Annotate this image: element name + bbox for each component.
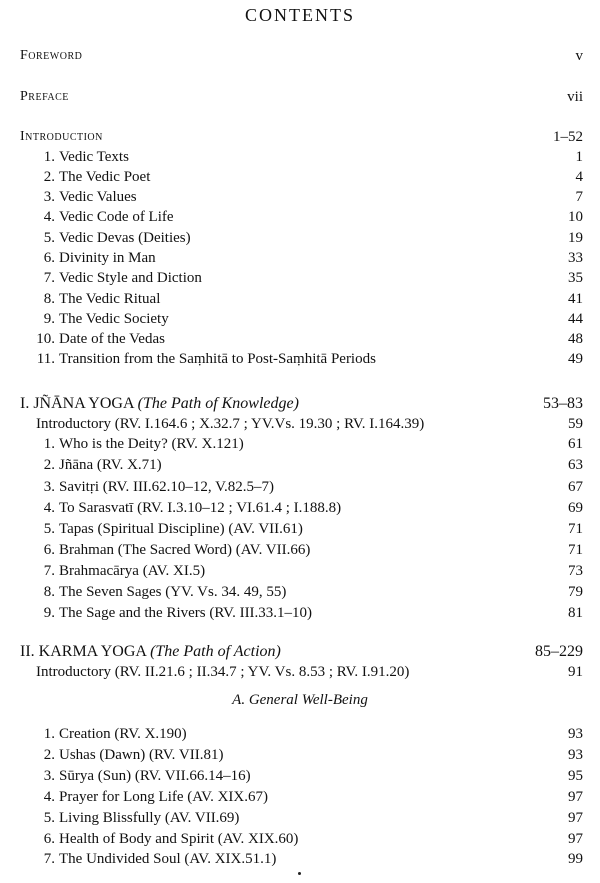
item-number: 1. — [43, 436, 55, 452]
toc-label: Tapas (Spiritual Discipline) (AV. VII.61) — [59, 521, 303, 537]
toc-entry[interactable] — [20, 766, 583, 786]
toc-entry[interactable] — [20, 268, 583, 288]
toc-entry[interactable] — [20, 455, 583, 475]
page-title: CONTENTS — [245, 5, 355, 25]
toc-page: 35 — [568, 270, 583, 286]
toc-part-jnana-yoga[interactable] — [20, 394, 583, 414]
toc-page: 97 — [568, 831, 583, 847]
toc-label: Introduction — [20, 129, 103, 144]
toc-page: 44 — [568, 311, 583, 327]
toc-page: 59 — [568, 416, 583, 432]
item-number: 10. — [36, 331, 55, 347]
toc-label: The Sage and the Rivers (RV. III.33.1–10) — [59, 605, 313, 621]
item-number: 4. — [43, 789, 55, 805]
part-subtitle: (The Path of Knowledge) — [137, 395, 299, 412]
toc-page: 10 — [568, 209, 583, 225]
item-number: 8. — [43, 584, 55, 600]
part-subtitle: (The Path of Action) — [150, 643, 281, 660]
toc-label: Vedic Style and Diction — [59, 270, 202, 286]
toc-entry[interactable] — [20, 603, 583, 623]
toc-label: The Vedic Society — [59, 311, 169, 327]
toc-label: Who is the Deity? (RV. X.121) — [59, 436, 244, 452]
item-number: 7. — [43, 270, 55, 286]
item-number: 3. — [43, 479, 55, 495]
part-heading: I. JÑĀNA YOGA — [20, 395, 134, 412]
toc-page: 69 — [568, 500, 583, 516]
toc-label: Vedic Code of Life — [59, 209, 174, 225]
toc-label: Prayer for Long Life (AV. XIX.67) — [59, 789, 268, 805]
toc-page: 97 — [568, 789, 583, 805]
toc-page: 97 — [568, 810, 583, 826]
toc-entry[interactable] — [20, 147, 583, 167]
toc-entry-introductory[interactable] — [36, 662, 583, 682]
toc-label: Transition from the Saṃhitā to Post-Saṃhitā Periods — [59, 351, 376, 367]
item-number: 1. — [43, 726, 55, 742]
toc-label: Introductory (RV. II.21.6 ; II.34.7 ; YV. Vs. 8.53 ; RV. I.91.20) — [36, 664, 410, 680]
toc-entry[interactable] — [20, 309, 583, 329]
toc-entry[interactable] — [20, 477, 583, 497]
toc-label: To Sarasvatī (RV. I.3.10–12 ; VI.61.4 ; I.188.8) — [59, 500, 342, 516]
item-number: 6. — [43, 831, 55, 847]
toc-entry[interactable] — [20, 519, 583, 539]
toc-page: 53–83 — [543, 395, 583, 412]
item-number: 8. — [43, 291, 55, 307]
item-number: 3. — [43, 768, 55, 784]
toc-page: 4 — [575, 169, 583, 185]
toc-label: The Vedic Ritual — [59, 291, 161, 307]
item-number: 2. — [43, 747, 55, 763]
item-number: 9. — [43, 311, 55, 327]
item-number: 7. — [43, 563, 55, 579]
toc-entry[interactable] — [20, 289, 583, 309]
toc-entry[interactable] — [20, 187, 583, 207]
toc-entry[interactable] — [20, 829, 583, 849]
toc-page: 71 — [568, 542, 583, 558]
item-number: 2. — [43, 169, 55, 185]
toc-page: 33 — [568, 250, 583, 266]
toc-page: 63 — [568, 457, 583, 473]
toc-entry[interactable] — [20, 329, 583, 349]
item-number: 4. — [43, 209, 55, 225]
toc-label: Brahmacārya (AV. XI.5) — [59, 563, 206, 579]
toc-entry[interactable] — [20, 434, 583, 454]
item-number: 11. — [36, 351, 55, 367]
toc-page: 73 — [568, 563, 583, 579]
toc-entry[interactable] — [20, 561, 583, 581]
toc-entry[interactable] — [20, 248, 583, 268]
toc-page: 1 — [575, 149, 583, 165]
toc-entry-preface[interactable] — [20, 87, 583, 107]
toc-page: 85–229 — [535, 643, 583, 660]
toc-page: 19 — [568, 230, 583, 246]
toc-label: Ushas (Dawn) (RV. VII.81) — [59, 747, 224, 763]
item-number: 9. — [43, 605, 55, 621]
item-number: 7. — [43, 851, 55, 867]
toc-page: 71 — [568, 521, 583, 537]
toc-page: 61 — [568, 436, 583, 452]
toc-page: 7 — [575, 189, 583, 205]
part-heading: II. KARMA YOGA — [20, 643, 147, 660]
toc-entry[interactable] — [20, 228, 583, 248]
toc-entry[interactable] — [20, 787, 583, 807]
toc-label: The Seven Sages (YV. Vs. 34. 49, 55) — [59, 584, 287, 600]
toc-page: 93 — [568, 747, 583, 763]
toc-label: Date of the Vedas — [59, 331, 165, 347]
section-heading: A. General Well-Being — [232, 692, 368, 708]
toc-label: Jñāna (RV. X.71) — [59, 457, 162, 473]
toc-label: Savitṛi (RV. III.62.10–12, V.82.5–7) — [59, 479, 275, 495]
toc-page: v — [575, 48, 583, 64]
item-number: 5. — [43, 230, 55, 246]
toc-page: 93 — [568, 726, 583, 742]
toc-entry[interactable] — [20, 808, 583, 828]
toc-entry[interactable] — [20, 207, 583, 227]
toc-label: The Vedic Poet — [59, 169, 151, 185]
toc-label: Creation (RV. X.190) — [59, 726, 187, 742]
toc-label: The Undivided Soul (AV. XIX.51.1) — [59, 851, 277, 867]
toc-page: 67 — [568, 479, 583, 495]
item-number: 3. — [43, 189, 55, 205]
toc-entry[interactable] — [20, 498, 583, 518]
toc-entry-introductory[interactable] — [36, 414, 583, 434]
item-number: 1. — [43, 149, 55, 165]
toc-label: Divinity in Man — [59, 250, 156, 266]
toc-page: 49 — [568, 351, 583, 367]
toc-entry[interactable] — [20, 540, 583, 560]
item-number: 5. — [43, 810, 55, 826]
toc-page: 99 — [568, 851, 583, 867]
toc-entry[interactable] — [20, 349, 583, 369]
toc-label: Preface — [20, 89, 69, 104]
toc-entry[interactable] — [20, 724, 583, 744]
page-dot — [298, 872, 301, 875]
toc-page: 48 — [568, 331, 583, 347]
toc-page: 79 — [568, 584, 583, 600]
toc-label: Brahman (The Sacred Word) (AV. VII.66) — [59, 542, 311, 558]
item-number: 4. — [43, 500, 55, 516]
toc-label: Vedic Devas (Deities) — [59, 230, 191, 246]
toc-label: Living Blissfully (AV. VII.69) — [59, 810, 240, 826]
toc-entry[interactable] — [20, 167, 583, 187]
toc-part-karma-yoga[interactable] — [20, 642, 583, 662]
toc-page: 95 — [568, 768, 583, 784]
item-number: 6. — [43, 542, 55, 558]
toc-page: vii — [567, 89, 583, 105]
toc-page: 81 — [568, 605, 583, 621]
toc-entry[interactable] — [20, 849, 583, 869]
toc-entry-introduction[interactable] — [20, 127, 583, 147]
toc-label: Sūrya (Sun) (RV. VII.66.14–16) — [59, 768, 251, 784]
toc-page: 1–52 — [553, 129, 583, 145]
toc-label: Health of Body and Spirit (AV. XIX.60) — [59, 831, 299, 847]
toc-label: Vedic Texts — [59, 149, 129, 165]
toc-entry-foreword[interactable] — [20, 46, 583, 66]
item-number: 2. — [43, 457, 55, 473]
item-number: 5. — [43, 521, 55, 537]
toc-entry[interactable] — [20, 745, 583, 765]
toc-page: 91 — [568, 664, 583, 680]
toc-entry[interactable] — [20, 582, 583, 602]
toc-label: Foreword — [20, 48, 83, 63]
toc-page: 41 — [568, 291, 583, 307]
item-number: 6. — [43, 250, 55, 266]
toc-label: Introductory (RV. I.164.6 ; X.32.7 ; YV.Vs. 19.30 ; RV. I.164.39) — [36, 416, 425, 432]
toc-label: Vedic Values — [59, 189, 137, 205]
